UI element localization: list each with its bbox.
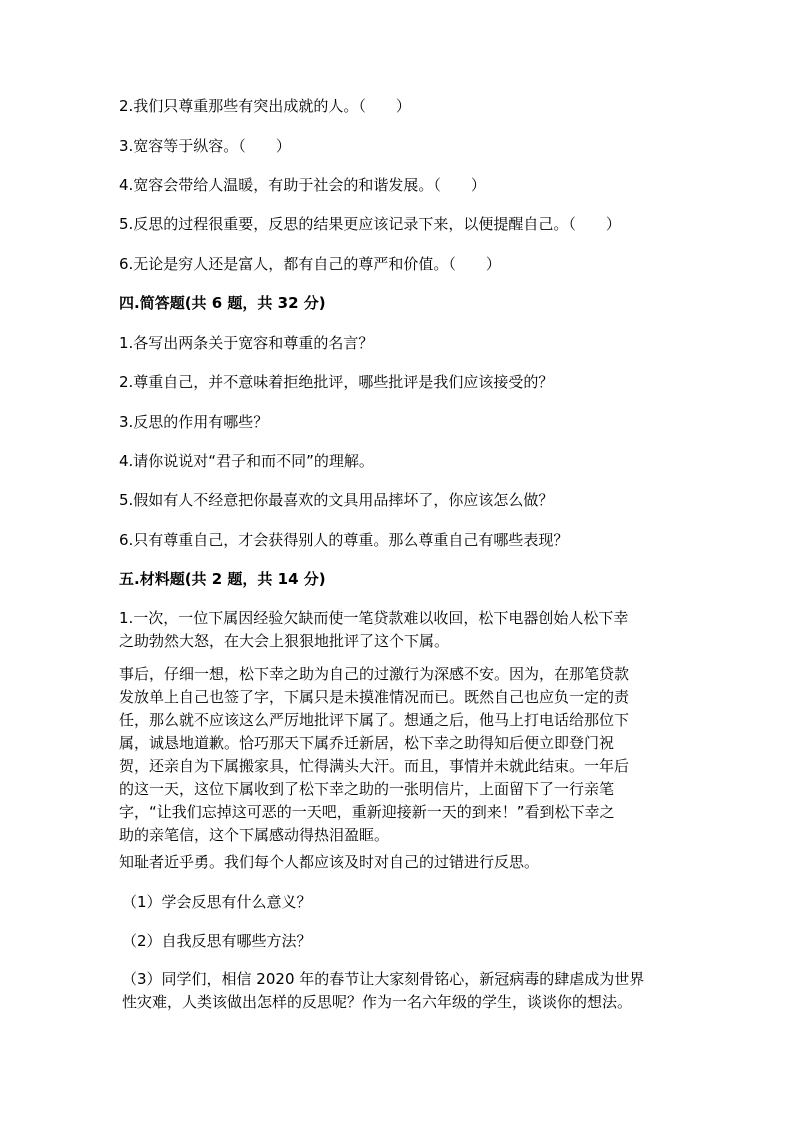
material-conclusion: 知耻者近乎勇。我们每个人都应该及时对自己的过错进行反思。 <box>119 853 540 871</box>
short-answer-item-4: 4.请你说说对“君子和而不同”的理解。 <box>119 452 374 470</box>
material-story-line: 事后，仔细一想，松下幸之助为自己的过激行为深感不安。因为，在那笔贷款 <box>119 665 630 683</box>
material-story-line: 助的亲笔信，这个下属感动得热泪盈眶。 <box>119 826 390 844</box>
material-story-line: 发放单上自己也签了字，下属只是未摸准情况而已。既然自己也应负一定的责 <box>119 688 630 706</box>
material-story-line: 字，“让我们忘掉这可恶的一天吧，重新迎接新一天的到来！”看到松下幸之 <box>119 803 615 821</box>
material-story-line: 属，诚恳地道歉。恰巧那天下属乔迁新居，松下幸之助得知后便立即登门祝 <box>119 734 615 752</box>
material-intro-line: 之助勃然大怒，在大会上狠狠地批评了这个下属。 <box>119 632 450 650</box>
material-intro-line: 1.一次，一位下属因经验欠缺而使一笔贷款难以收回，松下电器创始人松下幸 <box>119 609 629 627</box>
short-answer-item-6: 6.只有尊重自己，才会获得别人的尊重。那么尊重自己有哪些表现？ <box>119 531 569 549</box>
material-question-3-line: （3）同学们，相信 2020 年的春节让大家刻骨铭心，新冠病毒的肆虐成为世界 <box>122 970 645 988</box>
material-heading: 五.材料题(共 2 题，共 14 分) <box>119 570 326 588</box>
short-answer-item-2: 2.尊重自己，并不意味着拒绝批评，哪些批评是我们应该接受的？ <box>119 373 554 391</box>
short-answer-item-3: 3.反思的作用有哪些？ <box>119 413 269 431</box>
judgment-item-5: 5.反思的过程很重要，反思的结果更应该记录下来，以便提醒自己。（ ） <box>119 215 621 233</box>
material-question-2: （2）自我反思有哪些方法？ <box>122 932 312 950</box>
short-answer-item-1: 1.各写出两条关于宽容和尊重的名言？ <box>119 334 374 352</box>
material-question-3 <box>122 968 682 1014</box>
material-story-line: 贺，还亲自为下属搬家具，忙得满头大汗。而且，事情并未就此结束。一年后 <box>119 757 630 775</box>
short-answer-item-5: 5.假如有人不经意把你最喜欢的文具用品摔坏了，你应该怎么做？ <box>119 491 554 509</box>
judgment-item-3: 3.宽容等于纵容。（ ） <box>119 137 291 155</box>
material-story-line: 任，那么就不应该这么严厉地批评下属了。想通之后，他马上打电话给那位下 <box>119 711 630 729</box>
material-question-1: （1）学会反思有什么意义？ <box>122 893 312 911</box>
material-question-3-line: 性灾难，人类该做出怎样的反思呢？作为一名六年级的学生，谈谈你的想法。 <box>122 993 633 1011</box>
judgment-item-2: 2.我们只尊重那些有突出成就的人。（ ） <box>119 97 411 115</box>
judgment-item-6: 6.无论是穷人还是富人，都有自己的尊严和价值。（ ） <box>119 255 501 273</box>
material-intro <box>119 607 679 653</box>
material-story-line: 的这一天，这位下属收到了松下幸之助的一张明信片，上面留下了一行亲笔 <box>119 780 615 798</box>
judgment-item-4: 4.宽容会带给人温暖，有助于社会的和谐发展。（ ） <box>119 176 486 194</box>
material-story <box>119 663 679 847</box>
short-answer-heading: 四.简答题(共 6 题，共 32 分) <box>119 294 326 312</box>
